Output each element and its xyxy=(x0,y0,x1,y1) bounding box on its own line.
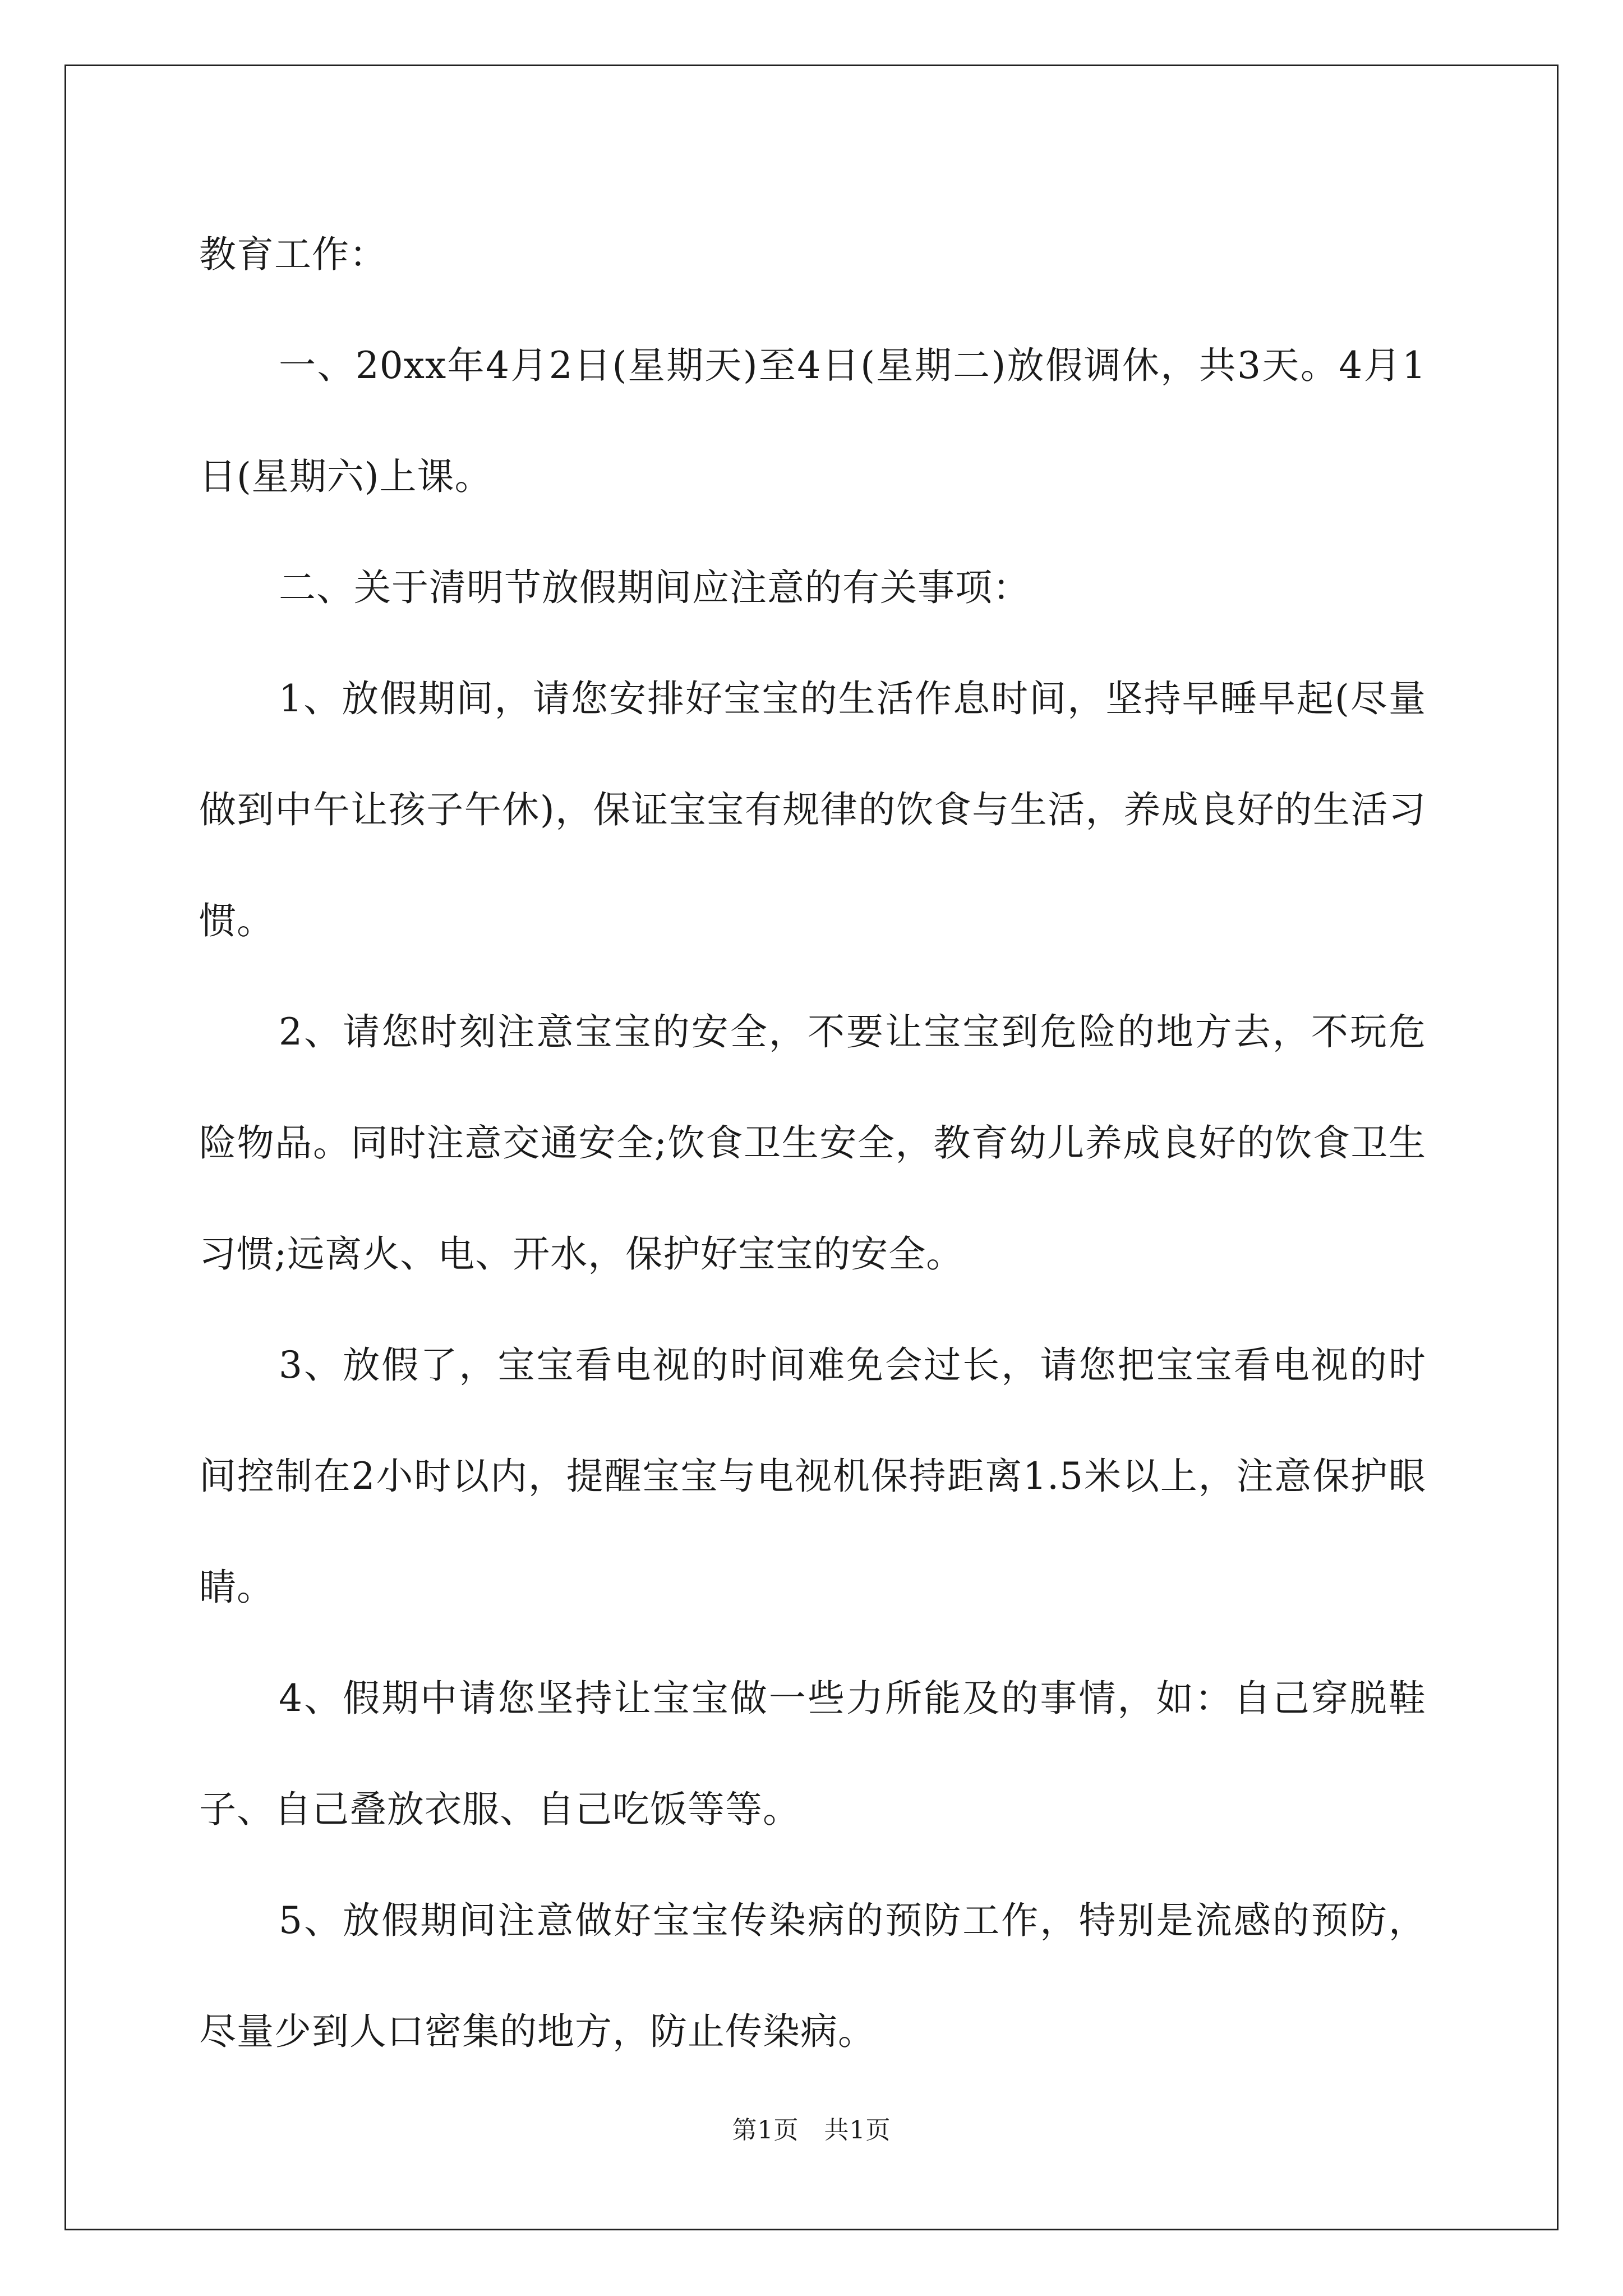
paragraph-item-5: 5、放假期间注意做好宝宝传染病的预防工作，特别是流感的预防，尽量少到人口密集的地方，防止传染病。 xyxy=(199,1899,1426,2053)
page-number-footer: 第1页 共1页 xyxy=(732,2116,891,2145)
paragraph-item-1: 1、放假期间，请您安排好宝宝的生活作息时间，坚持早睡早起(尽量做到中午让孩子午休)，保证宝宝有规律的饮食与生活，养成良好的生活习惯。 xyxy=(199,677,1426,942)
paragraph-item-4: 4、假期中请您坚持让宝宝做一些力所能及的事情，如：自己穿脱鞋子、自己叠放衣服、自己吃饭等等。 xyxy=(199,1677,1426,1831)
paragraph-item-3: 3、放假了，宝宝看电视的时间难免会过长，请您把宝宝看电视的时间控制在2小时以内，提醒宝宝与电视机保持距离1.5米以上，注意保护眼睛。 xyxy=(199,1343,1426,1609)
paragraph-holiday-schedule: 一、20xx年4月2日(星期天)至4日(星期二)放假调休，共3天。4月1日(星期六)上课。 xyxy=(199,344,1426,498)
paragraph-intro: 教育工作： xyxy=(199,233,387,276)
document-body xyxy=(199,199,1426,2087)
paragraph-item-2: 2、请您时刻注意宝宝的安全，不要让宝宝到危险的地方去，不玩危险物品。同时注意交通安全;饮食卫生安全，教育幼儿养成良好的饮食卫生习惯;远离火、电、开水，保护好宝宝的安全。 xyxy=(199,1010,1426,1276)
paragraph-notice-heading: 二、关于清明节放假期间应注意的有关事项： xyxy=(279,566,1030,609)
